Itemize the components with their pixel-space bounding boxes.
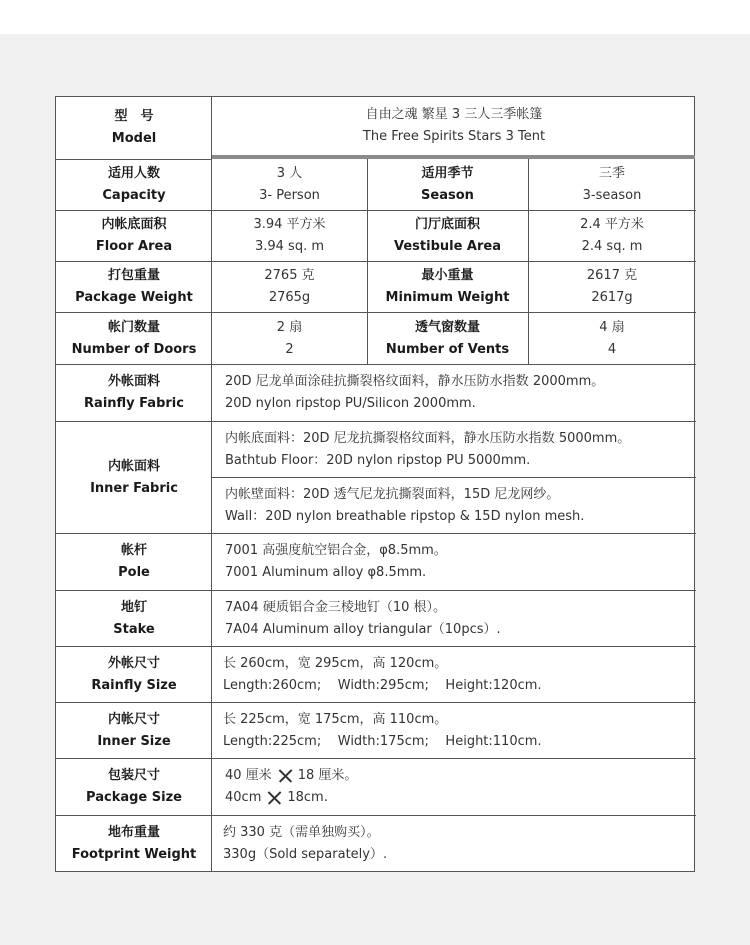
package-weight-label-cn: 打包重量 (107, 268, 160, 283)
rainfly-size-label-cell (56, 647, 212, 702)
package-size-line-cn (225, 765, 357, 787)
capacity-value-cn: 3 人 (276, 165, 303, 181)
rainfly-fabric-label-en: Rainfly Fabric (84, 396, 184, 411)
package-weight-value-cn: 2765 克 (264, 268, 315, 283)
inner-size-label-en: Inner Size (97, 733, 171, 749)
package-size-cn-a: 40 厘米 (225, 768, 272, 783)
doors-label-en: Number of Doors (71, 341, 197, 357)
package-size-en-b: 18cm. (287, 790, 328, 805)
vents-value-en: 4 (607, 341, 617, 357)
minimum-weight-label-en: Minimum Weight (385, 290, 510, 305)
model-value-en: The Free Spirits Stars 3 Tent (362, 129, 546, 144)
grid-col-divider (367, 159, 368, 364)
season-value-cn: 三季 (598, 165, 625, 181)
capacity-label-cell (56, 159, 212, 210)
multiply-icon (266, 791, 282, 805)
floor-area-value-en: 3.94 sq. m (254, 239, 325, 254)
minimum-weight-value-cell (528, 262, 696, 312)
footprint-weight-text-cn: 约 330 克（需单独购买）。 (223, 824, 380, 840)
season-label-en: Season (421, 187, 474, 203)
package-size-label-cn: 包装尺寸 (107, 768, 160, 783)
season-label-cell (367, 159, 528, 210)
stake-text-en: 7A04 Aluminum alloy triangular（10pcs）. (225, 621, 501, 637)
package-size-line-en (225, 787, 328, 809)
minimum-weight-label-cn: 最小重量 (421, 268, 474, 283)
minimum-weight-value-cn: 2617 克 (586, 268, 638, 283)
doors-label-cn: 帐门数量 (107, 319, 160, 335)
footprint-weight-label-en: Footprint Weight (71, 846, 197, 862)
rainfly-fabric-text-en: 20D nylon ripstop PU/Silicon 2000mm. (225, 396, 476, 411)
inner-size-value-cell (212, 703, 696, 758)
package-size-label-en: Package Size (86, 790, 182, 805)
stake-label-en: Stake (113, 621, 155, 637)
footprint-weight-value-cell (212, 816, 696, 871)
vents-value-cn: 4 扇 (599, 319, 625, 335)
model-label-cell (56, 97, 212, 159)
model-value-cell (212, 97, 696, 155)
capacity-value-cell (212, 159, 367, 210)
model-value-cn: 自由之魂 繁星 3 三人三季帐篷 (365, 107, 543, 122)
pole-label-en: Pole (118, 565, 150, 580)
footprint-weight-text-en: 330g（Sold separately）. (223, 846, 388, 862)
top-band (0, 0, 750, 34)
spec-table (55, 96, 695, 872)
inner-fabric-label-cn: 内帐面料 (107, 458, 160, 474)
doors-value-cn: 2 扇 (276, 319, 303, 335)
doors-value-en: 2 (285, 341, 294, 357)
minimum-weight-value-en: 2617g (591, 290, 633, 305)
vestibule-area-label-en: Vestibule Area (394, 239, 501, 254)
floor-area-label-en: Floor Area (95, 239, 173, 254)
vents-label-en: Number of Vents (385, 341, 510, 357)
capacity-label-cn: 适用人数 (107, 165, 160, 181)
vestibule-area-value-en: 2.4 sq. m (581, 239, 643, 254)
vestibule-area-label-cell (367, 211, 528, 261)
floor-area-value-cn: 3.94 平方米 (253, 217, 326, 232)
floor-area-label-cell (56, 211, 212, 261)
footprint-weight-label-cell (56, 816, 212, 871)
inner-floor-fabric-cell (212, 422, 696, 477)
vents-label-cell (367, 313, 528, 364)
package-weight-value-en: 2765g (268, 290, 311, 305)
vents-value-cell (528, 313, 696, 364)
minimum-weight-label-cell (367, 262, 528, 312)
pole-text-en: 7001 Aluminum alloy φ8.5mm. (225, 565, 427, 580)
package-size-cn-b: 18 厘米。 (297, 768, 358, 783)
vents-label-cn: 透气窗数量 (414, 319, 480, 335)
floor-area-label-cn: 内帐底面积 (101, 217, 167, 232)
pole-label-cn: 帐杆 (120, 543, 147, 558)
rainfly-size-label-en: Rainfly Size (91, 677, 177, 693)
inner-wall-fabric-cn: 内帐壁面料：20D 透气尼龙抗撕裂面料，15D 尼龙网纱。 (225, 486, 560, 502)
rainfly-size-value-cell (212, 647, 696, 702)
rainfly-fabric-label-cell (56, 365, 212, 421)
inner-floor-fabric-cn: 内帐底面料：20D 尼龙抗撕裂格纹面料，静水压防水指数 5000mm。 (225, 430, 631, 446)
label-column-divider (211, 97, 212, 871)
rainfly-size-text-cn: 长 260cm，宽 295cm，高 120cm。 (223, 655, 448, 671)
capacity-label-en: Capacity (102, 187, 166, 203)
package-weight-label-cell (56, 262, 212, 312)
grid-col-divider (528, 159, 529, 364)
rainfly-fabric-label-cn: 外帐面料 (107, 374, 160, 389)
season-value-cell (528, 159, 696, 210)
rainfly-size-label-cn: 外帐尺寸 (107, 655, 160, 671)
stake-value-cell (212, 591, 696, 646)
rainfly-size-text-en: Length:260cm; Width:295cm; Height:120cm. (223, 677, 542, 693)
inner-size-text-en: Length:225cm; Width:175cm; Height:110cm. (223, 733, 542, 749)
package-weight-label-en: Package Weight (75, 290, 193, 305)
package-size-en-a: 40cm (225, 790, 262, 805)
stake-label-cn: 地钉 (120, 599, 147, 615)
inner-size-label-cn: 内帐尺寸 (107, 711, 160, 727)
vestibule-area-value-cell (528, 211, 696, 261)
inner-fabric-label-cell (56, 422, 212, 533)
inner-fabric-label-en: Inner Fabric (90, 480, 178, 496)
season-label-cn: 适用季节 (421, 165, 474, 181)
multiply-icon (277, 769, 293, 783)
stake-label-cell (56, 591, 212, 646)
rainfly-fabric-text-cn: 20D 尼龙单面涂硅抗撕裂格纹面料，静水压防水指数 2000mm。 (225, 374, 605, 389)
inner-wall-fabric-en: Wall：20D nylon breathable ripstop & 15D nylon mesh. (225, 508, 585, 524)
inner-size-text-cn: 长 225cm，宽 175cm，高 110cm。 (223, 711, 448, 727)
doors-label-cell (56, 313, 212, 364)
package-size-label-cell (56, 759, 212, 815)
doors-value-cell (212, 313, 367, 364)
inner-size-label-cell (56, 703, 212, 758)
vestibule-area-label-cn: 门厅底面积 (414, 217, 480, 232)
inner-floor-fabric-en: Bathtub Floor：20D nylon ripstop PU 5000mm. (225, 452, 531, 468)
pole-value-cell (212, 534, 696, 590)
vestibule-area-value-cn: 2.4 平方米 (580, 217, 644, 232)
model-label-en: Model (111, 131, 157, 146)
floor-area-value-cell (212, 211, 367, 261)
footprint-weight-label-cn: 地布重量 (107, 824, 160, 840)
package-size-value-cell (212, 759, 696, 815)
pole-text-cn: 7001 高强度航空铝合金，φ8.5mm。 (225, 543, 447, 558)
stake-text-cn: 7A04 硬质铝合金三棱地钉（10 根）。 (225, 599, 447, 615)
package-weight-value-cell (212, 262, 367, 312)
model-label-cn: 型 号 (114, 109, 154, 124)
rainfly-fabric-value-cell (212, 365, 696, 421)
pole-label-cell (56, 534, 212, 590)
season-value-en: 3-season (582, 187, 642, 203)
inner-wall-fabric-cell (212, 478, 696, 533)
capacity-value-en: 3- Person (259, 187, 320, 203)
